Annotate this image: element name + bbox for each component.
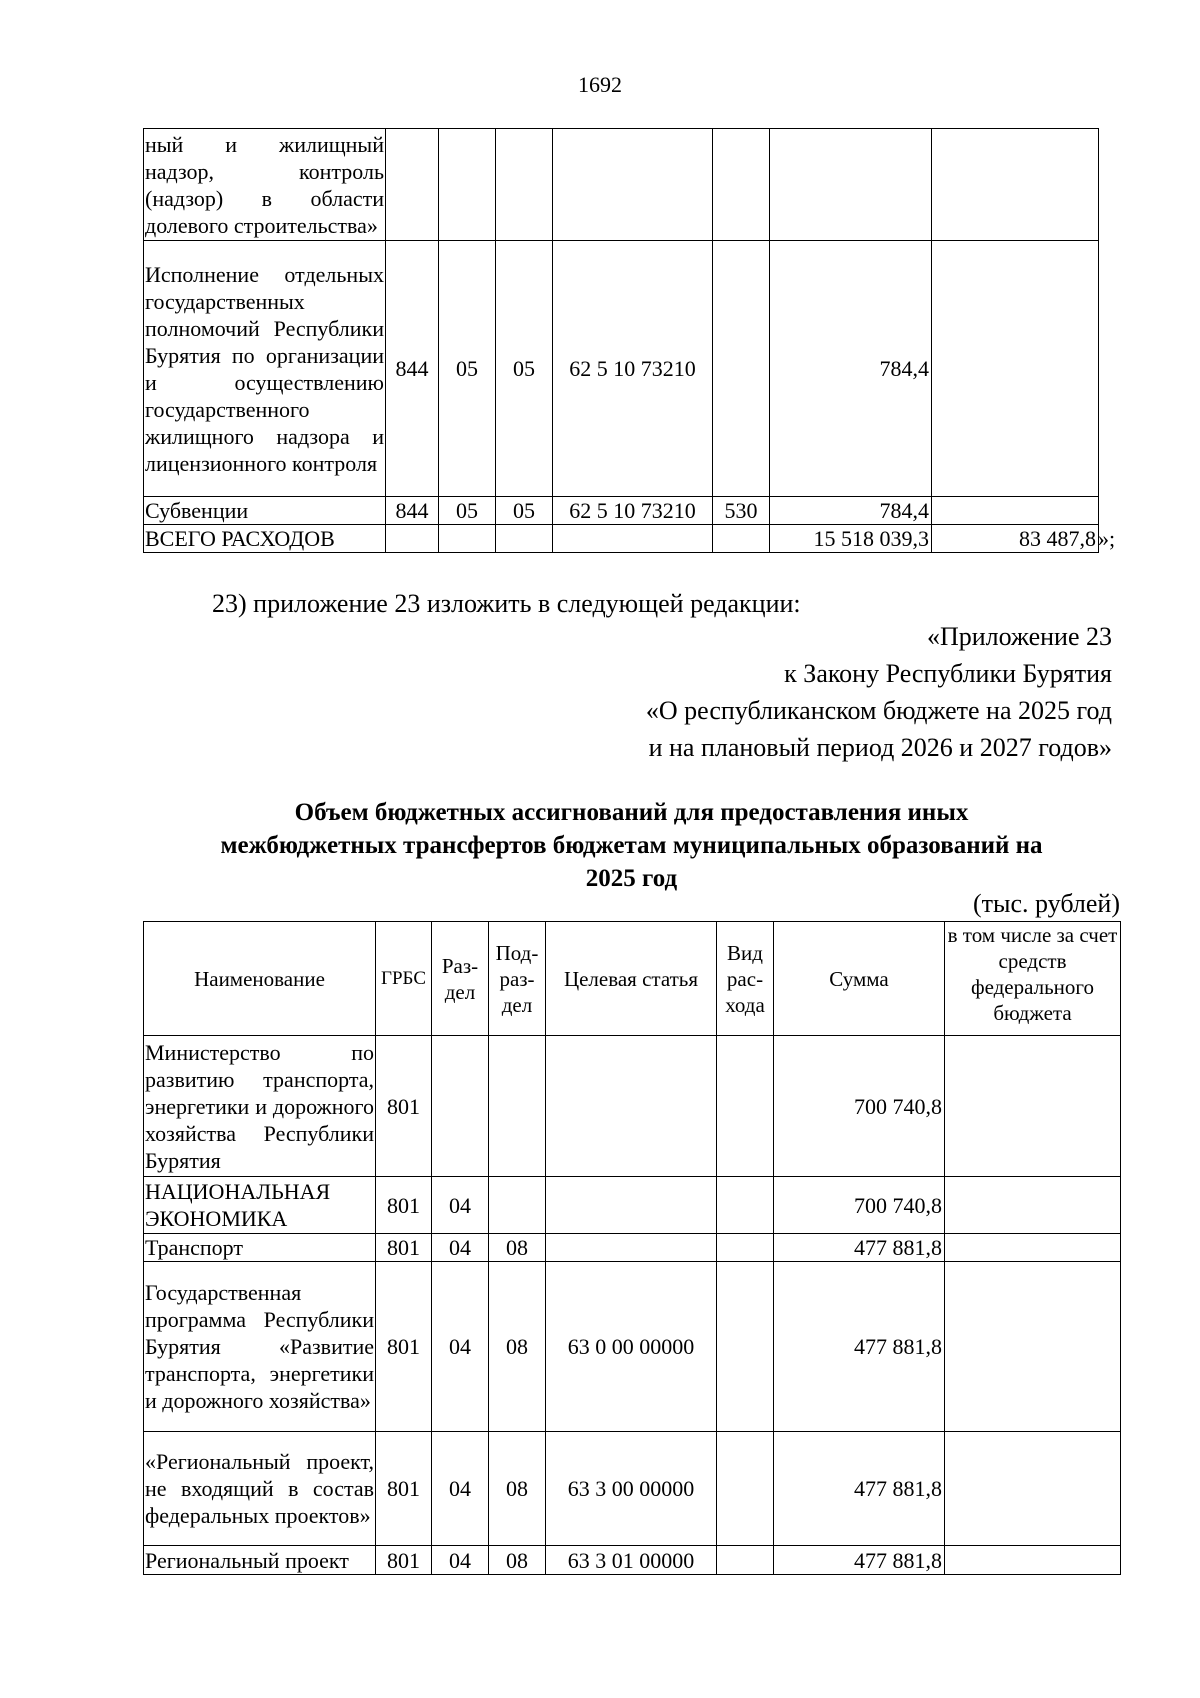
podrazdel-cell: 08	[489, 1262, 546, 1432]
celevaya-cell: 62 5 10 73210	[553, 497, 713, 525]
celevaya-cell: 63 3 01 00000	[546, 1546, 717, 1575]
row-name: Государственная программа Республики Бурятия «Развитие транспорта, энергетики и дорожного хозяйства»	[144, 1262, 376, 1432]
razdel-cell: 04	[432, 1262, 489, 1432]
vid-cell	[717, 1036, 774, 1177]
row-name: Министерство по развитию транспорта, энергетики и дорожного хозяйства Республики Бурятия	[144, 1036, 376, 1177]
page-number: 1692	[578, 72, 622, 97]
vid-cell	[713, 241, 770, 497]
grbs-cell: 801	[376, 1262, 432, 1432]
podrazdel-cell: 08	[489, 1234, 546, 1262]
row-name: Субвенции	[144, 497, 386, 525]
celevaya-cell	[546, 1177, 717, 1234]
podrazdel-cell: 08	[489, 1432, 546, 1546]
grbs-cell: 844	[386, 241, 439, 497]
celevaya-cell	[553, 525, 713, 553]
razdel-cell: 04	[432, 1234, 489, 1262]
header-podrazdel: Под-раз-дел	[489, 922, 546, 1036]
row-name: Региональный проект	[144, 1546, 376, 1575]
celevaya-cell: 63 0 00 00000	[546, 1262, 717, 1432]
row-name: Транспорт	[144, 1234, 376, 1262]
fed-cell	[945, 1262, 1121, 1432]
podrazdel-cell: 05	[496, 241, 553, 497]
fed-cell	[945, 1177, 1121, 1234]
summa-cell: 784,4	[770, 241, 932, 497]
summa-cell: 700 740,8	[774, 1177, 945, 1234]
summa-cell: 477 881,8	[774, 1546, 945, 1575]
row-name: НАЦИОНАЛЬНАЯ ЭКОНОМИКА	[144, 1177, 376, 1234]
razdel-cell: 04	[432, 1432, 489, 1546]
vid-cell	[717, 1262, 774, 1432]
header-celevaya: Целевая статья	[546, 922, 717, 1036]
grbs-cell: 801	[376, 1432, 432, 1546]
table-row	[144, 1546, 1121, 1575]
fed-cell	[932, 497, 1099, 525]
grbs-cell: 801	[376, 1234, 432, 1262]
table-row	[144, 497, 1099, 525]
total-summa-cell: 15 518 039,3	[770, 525, 932, 553]
fed-cell	[945, 1546, 1121, 1575]
table-row	[144, 1036, 1121, 1177]
grbs-cell: 801	[376, 1036, 432, 1177]
header-summa: Сумма	[774, 922, 945, 1036]
grbs-cell	[386, 129, 439, 241]
title-line: 2025 год	[585, 865, 678, 892]
appendix-line: «Приложение 23	[926, 622, 1112, 651]
row-name: ВСЕГО РАСХОДОВ	[144, 525, 386, 553]
celevaya-cell	[546, 1036, 717, 1177]
grbs-cell: 801	[376, 1546, 432, 1575]
podrazdel-cell: 05	[496, 497, 553, 525]
row-name: Исполнение отдельных государственных полномочий Республики Бурятия по организации и осуществлению государственного жилищного надзора и лицензионного контроля	[144, 241, 386, 497]
vid-cell: 530	[713, 497, 770, 525]
razdel-cell: 04	[432, 1177, 489, 1234]
podrazdel-cell	[489, 1036, 546, 1177]
expenses-table-continued	[143, 128, 1116, 553]
table-row	[144, 241, 1099, 497]
title-line: Объем бюджетных ассигнований для предоставления иных	[294, 799, 969, 826]
header-name: Наименование	[144, 922, 376, 1036]
vid-cell	[717, 1177, 774, 1234]
fed-cell	[945, 1432, 1121, 1546]
summa-cell: 477 881,8	[774, 1234, 945, 1262]
celevaya-cell	[553, 129, 713, 241]
razdel-cell	[439, 525, 496, 553]
grbs-cell: 844	[386, 497, 439, 525]
fed-cell	[945, 1234, 1121, 1262]
celevaya-cell: 63 3 00 00000	[546, 1432, 717, 1546]
table-row	[144, 1262, 1121, 1432]
row-name: «Региональный проект, не входящий в состав федеральных проектов»	[144, 1432, 376, 1546]
transfers-table	[143, 921, 1121, 1575]
header-fed: в том числе за счет средств федерального бюджета	[945, 922, 1121, 1036]
podrazdel-cell	[496, 129, 553, 241]
vid-cell	[713, 525, 770, 553]
summa-cell	[770, 129, 932, 241]
table-row	[144, 1177, 1121, 1234]
closing-quote: »;	[1098, 526, 1116, 551]
podrazdel-cell	[496, 525, 553, 553]
units-label: (тыс. рублей)	[972, 889, 1120, 918]
table-row-total	[144, 525, 1099, 553]
summa-cell: 700 740,8	[774, 1036, 945, 1177]
vid-cell	[717, 1546, 774, 1575]
header-razdel: Раз-дел	[432, 922, 489, 1036]
title-line: межбюджетных трансфертов бюджетам муниципальных образований на	[220, 832, 1043, 859]
table-row	[144, 1234, 1121, 1262]
appendix-heading	[646, 618, 1112, 766]
header-vid: Вид рас-хода	[717, 922, 774, 1036]
razdel-cell	[432, 1036, 489, 1177]
razdel-cell: 05	[439, 241, 496, 497]
vid-cell	[717, 1234, 774, 1262]
fed-cell	[945, 1036, 1121, 1177]
header-grbs: ГРБС	[376, 922, 432, 1036]
appendix-line: и на плановый период 2026 и 2027 годов»	[648, 733, 1112, 762]
fed-cell	[932, 241, 1099, 497]
summa-cell: 477 881,8	[774, 1262, 945, 1432]
razdel-cell: 04	[432, 1546, 489, 1575]
appendix-line: к Закону Республики Бурятия	[784, 659, 1112, 688]
summa-cell: 477 881,8	[774, 1432, 945, 1546]
celevaya-cell: 62 5 10 73210	[553, 241, 713, 497]
razdel-cell	[439, 129, 496, 241]
appendix-line: «О республиканском бюджете на 2025 год	[645, 696, 1112, 725]
document-title	[143, 796, 1120, 895]
razdel-cell: 05	[439, 497, 496, 525]
total-fed-cell	[932, 525, 1116, 553]
table-row	[144, 1432, 1121, 1546]
row-name: ный и жилищный надзор, контроль (надзор) в области долевого строительства»	[144, 129, 386, 241]
instruction-text: 23) приложение 23 изложить в следующей редакции:	[212, 589, 801, 618]
podrazdel-cell: 08	[489, 1546, 546, 1575]
grbs-cell	[386, 525, 439, 553]
vid-cell	[713, 129, 770, 241]
fed-cell	[932, 129, 1099, 241]
table-row	[144, 129, 1099, 241]
summa-cell: 784,4	[770, 497, 932, 525]
total-fed-value: 83 487,8	[1019, 526, 1096, 551]
podrazdel-cell	[489, 1177, 546, 1234]
vid-cell	[717, 1432, 774, 1546]
grbs-cell: 801	[376, 1177, 432, 1234]
celevaya-cell	[546, 1234, 717, 1262]
header-row	[144, 922, 1121, 1036]
